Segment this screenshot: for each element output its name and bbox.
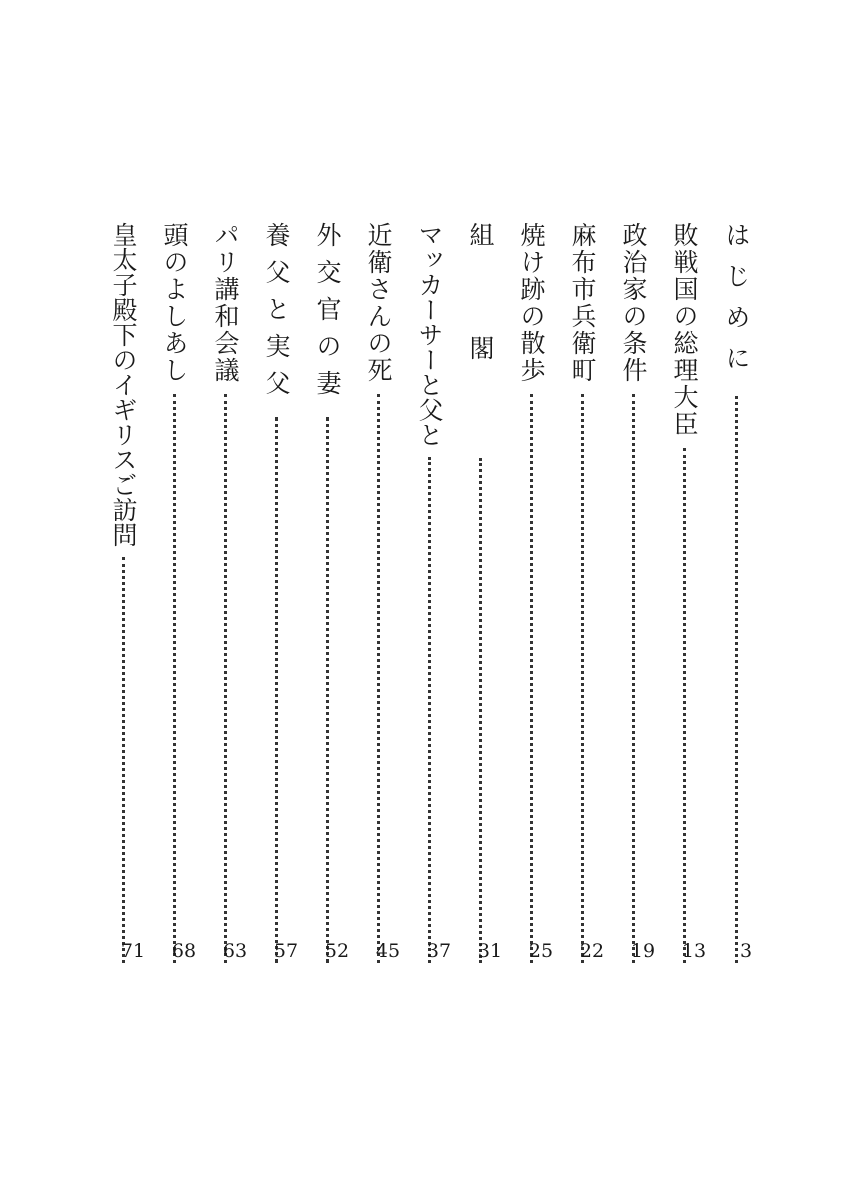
- toc-entry-title: 組閣: [466, 222, 495, 448]
- toc-entry-page: 52: [324, 940, 350, 962]
- toc-entry-page: 63: [222, 940, 248, 962]
- dot-leader: [581, 394, 584, 963]
- toc-entry-page: 25: [528, 940, 554, 962]
- toc-entry-title: 政治家の条件: [619, 222, 648, 384]
- dot-leader: [735, 396, 738, 963]
- toc-entry[interactable]: [562, 222, 602, 967]
- toc-entry-title: 養父と実父: [262, 222, 291, 407]
- toc-entry[interactable]: [256, 222, 296, 967]
- toc-entry-page: 37: [426, 940, 452, 962]
- dot-leader: [122, 557, 125, 963]
- toc-entry-title: 敗戦国の総理大臣: [670, 222, 699, 438]
- toc-entry-page: 13: [681, 940, 707, 962]
- toc-entry[interactable]: [409, 222, 449, 967]
- toc-entry[interactable]: [613, 222, 653, 967]
- dot-leader: [683, 448, 686, 963]
- dot-leader: [530, 394, 533, 963]
- toc-entry-title: 近衛さんの死: [364, 222, 393, 384]
- toc-entry[interactable]: [511, 222, 551, 967]
- toc-entry-title: 焼け跡の散歩: [517, 222, 546, 384]
- toc-entry[interactable]: [307, 222, 347, 967]
- toc-entry-page: 71: [120, 940, 146, 962]
- dot-leader: [173, 394, 176, 963]
- dot-leader: [224, 394, 227, 963]
- dot-leader: [275, 417, 278, 963]
- toc-entry-title: 頭のよしあし: [160, 222, 189, 384]
- toc-entry-title: はじめに: [722, 222, 751, 386]
- toc-entry[interactable]: [358, 222, 398, 967]
- toc-entry-page: 31: [477, 940, 503, 962]
- toc-entry[interactable]: [103, 222, 143, 967]
- toc-entry[interactable]: [460, 222, 500, 967]
- dot-leader: [479, 458, 482, 963]
- toc-entry-title: 麻布市兵衛町: [568, 222, 597, 384]
- dot-leader: [326, 417, 329, 963]
- toc-entry[interactable]: [154, 222, 194, 967]
- toc-entry[interactable]: [205, 222, 245, 967]
- toc-entry-page: 57: [273, 940, 299, 962]
- toc-entry-page: 3: [739, 940, 753, 962]
- toc-entry-title: 外交官の妻: [313, 222, 342, 407]
- toc-entry[interactable]: [664, 222, 704, 967]
- toc-entry-page: 22: [579, 940, 605, 962]
- toc-entry-title: マッカーサーと父と: [415, 222, 444, 447]
- toc-entry-page: 68: [171, 940, 197, 962]
- toc-entry-title: パリ講和会議: [211, 222, 240, 384]
- toc-entry[interactable]: [716, 222, 756, 967]
- table-of-contents: [0, 222, 841, 982]
- toc-entry-page: 45: [375, 940, 401, 962]
- toc-entry-title: 皇太子殿下のイギリスご訪問: [109, 222, 138, 547]
- dot-leader: [428, 457, 431, 963]
- toc-entry-page: 19: [630, 940, 656, 962]
- dot-leader: [377, 394, 380, 963]
- dot-leader: [632, 394, 635, 963]
